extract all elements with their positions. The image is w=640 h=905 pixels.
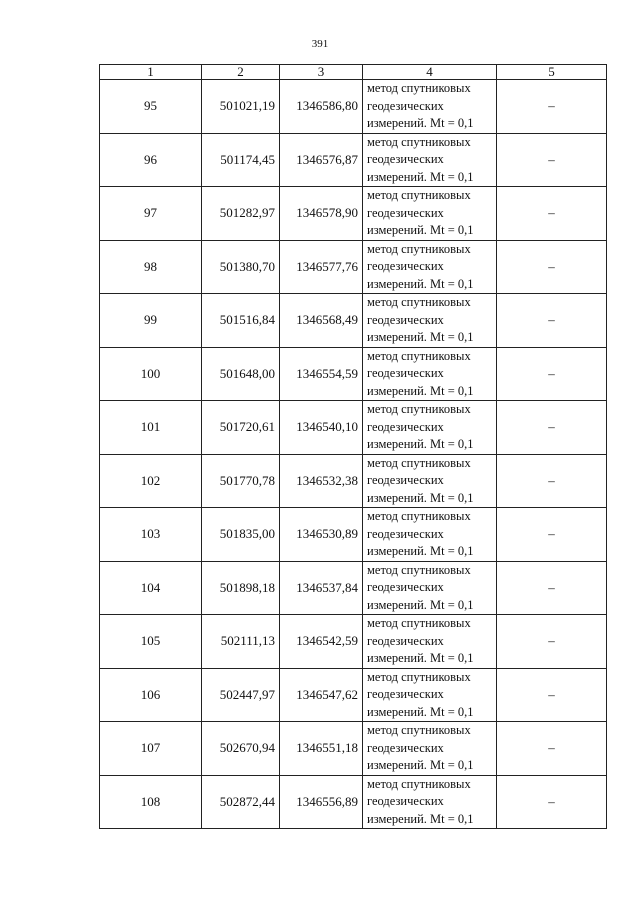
header-col-5: 5 (497, 65, 607, 80)
method-line: измерений. Mt = 0,1 (367, 811, 474, 826)
table-row (100, 80, 607, 134)
x-coordinate-cell: 501021,19 (202, 80, 280, 134)
point-number-cell: 105 (100, 615, 202, 669)
method-cell (363, 615, 497, 669)
header-row (100, 65, 607, 80)
method-cell (363, 561, 497, 615)
x-coordinate-cell: 501720,61 (202, 401, 280, 455)
method-line: измерений. Mt = 0,1 (367, 116, 474, 130)
method-line: геодезических (367, 580, 444, 594)
method-line: метод спутниковых (367, 295, 471, 309)
method-line: метод спутниковых (367, 669, 471, 684)
note-cell: – (497, 668, 607, 722)
method-line: геодезических (367, 687, 444, 701)
table-row (100, 615, 607, 669)
method-cell (363, 722, 497, 776)
method-cell (363, 347, 497, 401)
method-line: метод спутниковых (367, 723, 471, 737)
x-coordinate-cell: 501282,97 (202, 187, 280, 241)
method-line: измерений. Mt = 0,1 (367, 169, 474, 184)
method-cell (363, 454, 497, 508)
table-row (100, 454, 607, 508)
y-coordinate-cell: 1346540,10 (280, 401, 363, 455)
table-row (100, 722, 607, 776)
x-coordinate-cell: 502111,13 (202, 615, 280, 669)
method-line: измерений. Mt = 0,1 (367, 597, 474, 612)
method-line: метод спутниковых (367, 402, 471, 416)
note-cell: – (497, 294, 607, 348)
method-cell (363, 294, 497, 348)
y-coordinate-cell: 1346530,89 (280, 508, 363, 562)
method-line: измерений. Mt = 0,1 (367, 758, 474, 772)
point-number-cell: 107 (100, 722, 202, 776)
x-coordinate-cell: 502447,97 (202, 668, 280, 722)
point-number-cell: 101 (100, 401, 202, 455)
point-number-cell: 96 (100, 133, 202, 187)
note-cell: – (497, 454, 607, 508)
table-row (100, 561, 607, 615)
y-coordinate-cell: 1346537,84 (280, 561, 363, 615)
method-line: геодезических (367, 98, 444, 113)
point-number-cell: 98 (100, 240, 202, 294)
y-coordinate-cell: 1346576,87 (280, 133, 363, 187)
header-col-2: 2 (202, 65, 280, 80)
header-col-4: 4 (363, 65, 497, 80)
y-coordinate-cell: 1346577,76 (280, 240, 363, 294)
point-number-cell: 102 (100, 454, 202, 508)
y-coordinate-cell: 1346532,38 (280, 454, 363, 508)
note-cell: – (497, 80, 607, 134)
table-row (100, 508, 607, 562)
method-line: измерений. Mt = 0,1 (367, 544, 474, 558)
method-line: метод спутниковых (367, 776, 471, 791)
x-coordinate-cell: 501898,18 (202, 561, 280, 615)
note-cell: – (497, 561, 607, 615)
method-line: геодезических (367, 312, 444, 327)
point-number-cell: 104 (100, 561, 202, 615)
method-line: измерений. Mt = 0,1 (367, 437, 474, 451)
point-number-cell: 97 (100, 187, 202, 241)
method-line: метод спутниковых (367, 455, 471, 470)
point-number-cell: 95 (100, 80, 202, 134)
x-coordinate-cell: 501516,84 (202, 294, 280, 348)
table-row (100, 187, 607, 241)
table-header (100, 65, 607, 80)
y-coordinate-cell: 1346551,18 (280, 722, 363, 776)
x-coordinate-cell: 501835,00 (202, 508, 280, 562)
table-row (100, 668, 607, 722)
method-line: метод спутниковых (367, 616, 471, 630)
x-coordinate-cell: 501174,45 (202, 133, 280, 187)
method-line: измерений. Mt = 0,1 (367, 704, 474, 719)
note-cell: – (497, 508, 607, 562)
method-line: метод спутниковых (367, 509, 471, 523)
note-cell: – (497, 347, 607, 401)
note-cell: – (497, 615, 607, 669)
table-row (100, 240, 607, 294)
method-line: метод спутниковых (367, 188, 471, 202)
x-coordinate-cell: 501648,00 (202, 347, 280, 401)
method-cell (363, 187, 497, 241)
point-number-cell: 108 (100, 775, 202, 829)
method-cell (363, 668, 497, 722)
x-coordinate-cell: 501770,78 (202, 454, 280, 508)
method-line: геодезических (367, 740, 444, 755)
method-line: геодезических (367, 633, 444, 648)
y-coordinate-cell: 1346547,62 (280, 668, 363, 722)
method-line: измерений. Mt = 0,1 (367, 223, 474, 237)
method-line: метод спутниковых (367, 562, 471, 577)
method-line: измерений. Mt = 0,1 (367, 383, 474, 398)
method-line: метод спутниковых (367, 348, 471, 363)
y-coordinate-cell: 1346568,49 (280, 294, 363, 348)
method-line: метод спутниковых (367, 81, 471, 95)
method-cell (363, 401, 497, 455)
method-line: измерений. Mt = 0,1 (367, 490, 474, 505)
method-line: геодезических (367, 473, 444, 487)
method-line: метод спутниковых (367, 134, 471, 149)
method-cell (363, 775, 497, 829)
x-coordinate-cell: 502670,94 (202, 722, 280, 776)
y-coordinate-cell: 1346578,90 (280, 187, 363, 241)
table-row (100, 775, 607, 829)
note-cell: – (497, 401, 607, 455)
method-line: геодезических (367, 366, 444, 380)
table-row (100, 347, 607, 401)
point-number-cell: 103 (100, 508, 202, 562)
method-cell (363, 133, 497, 187)
x-coordinate-cell: 502872,44 (202, 775, 280, 829)
method-line: геодезических (367, 259, 444, 273)
note-cell: – (497, 240, 607, 294)
method-line: геодезических (367, 152, 444, 166)
method-line: измерений. Mt = 0,1 (367, 276, 474, 291)
method-line: геодезических (367, 794, 444, 808)
header-col-3: 3 (280, 65, 363, 80)
method-cell (363, 508, 497, 562)
y-coordinate-cell: 1346586,80 (280, 80, 363, 134)
coordinates-table (99, 64, 607, 829)
method-cell (363, 80, 497, 134)
page-number: 391 (311, 38, 329, 50)
table-row (100, 294, 607, 348)
method-cell (363, 240, 497, 294)
method-line: измерений. Mt = 0,1 (367, 651, 474, 665)
y-coordinate-cell: 1346542,59 (280, 615, 363, 669)
header-col-1: 1 (100, 65, 202, 80)
note-cell: – (497, 775, 607, 829)
method-line: метод спутниковых (367, 241, 471, 256)
note-cell: – (497, 133, 607, 187)
point-number-cell: 106 (100, 668, 202, 722)
table-body (100, 80, 607, 829)
y-coordinate-cell: 1346556,89 (280, 775, 363, 829)
table-row (100, 133, 607, 187)
point-number-cell: 100 (100, 347, 202, 401)
method-line: измерений. Mt = 0,1 (367, 330, 474, 344)
point-number-cell: 99 (100, 294, 202, 348)
method-line: геодезических (367, 419, 444, 434)
method-line: геодезических (367, 205, 444, 220)
method-line: геодезических (367, 526, 444, 541)
note-cell: – (497, 187, 607, 241)
table-row (100, 401, 607, 455)
note-cell: – (497, 722, 607, 776)
y-coordinate-cell: 1346554,59 (280, 347, 363, 401)
x-coordinate-cell: 501380,70 (202, 240, 280, 294)
